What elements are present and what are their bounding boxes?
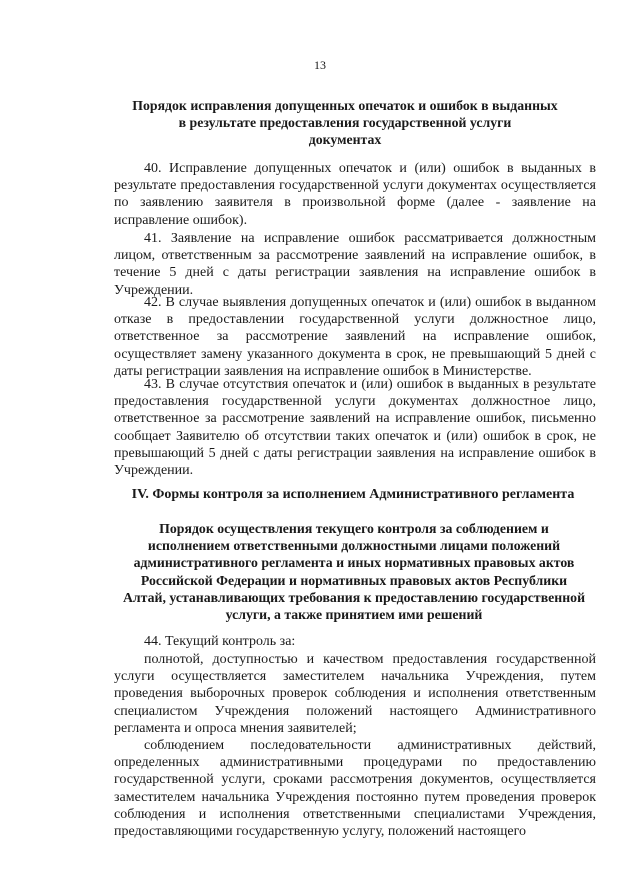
heading-line: Российской Федерации и нормативных правовых актов Республики (140, 572, 568, 588)
paragraph-42: 42. В случае выявления допущенных опечаток и (или) ошибок в выданном отказе в предоставлении государственной услуги должностное лицо, ответственное за рассмотрение заявлений на исправление ошибок, осуществляет замену указанного документа в срок, не превышающий 5 дней с даты регистрации заявления на исправление ошибок в Министерстве. (114, 295, 596, 379)
paragraph-44-item-1: полнотой, доступностью и качеством предоставления государственной услуги осуществляется заместителем начальника Учреждения, путем проведения выборочных проверок соблюдения и исполнения ответственным специалистом Учреждения положений настоящего Административного регламента и опроса мнения заявителей; (114, 652, 596, 736)
heading-line: в результате предоставления государственной услуги (178, 115, 512, 130)
paragraph-44-item-2: соблюдением последовательности административных действий, определенных административными процедурами по предоставлению государственной услуги, сроками рассмотрения документов, осуществляется заместителем начальника Учреждения постоянно путем проведения проверок соблюдения и исполнения ответственными специалистами Учреждения, предоставляющими государственную услугу, положений настоящего (114, 738, 596, 840)
heading-line: Порядок осуществления текущего контроля за соблюдением и (159, 521, 549, 536)
heading-line: Порядок исправления допущенных опечаток и ошибок в выданных (132, 98, 558, 113)
heading-line: исполнением ответственными должностными лицами положений (147, 538, 561, 554)
section-iv-title: IV. Формы контроля за исполнением Административного регламента (131, 487, 575, 502)
heading-line: услуги, а также принятием ими решений (225, 607, 483, 623)
section-heading-corrections (110, 97, 580, 148)
paragraph-43: 43. В случае отсутствия опечаток и (или) ошибок в выданных в результате предоставления государственной услуги документах должностное лицо, ответственное за рассмотрение заявлений на исправление ошибок, письменно сообщает Заявителю об отсутствии таких опечаток и (или) ошибок в срок, не превышающий 5 дней с даты регистрации заявления на исправление ошибок в Учреждении. (114, 377, 596, 479)
heading-line: Алтай, устанавливающих требования к предоставлению государственной (122, 589, 586, 605)
paragraph-41: 41. Заявление на исправление ошибок рассматривается должностным лицом, ответственным за рассмотрение заявлений на исправление ошибок, в течение 5 дней с даты регистрации заявления на исправление ошибок в Учреждении. (114, 231, 596, 298)
paragraph-40: 40. Исправление допущенных опечаток и (или) ошибок в выданных в результате предоставления государственной услуги документах осуществляется по заявлению заявителя в произвольной форме (далее - заявление на исправление ошибок). (114, 161, 596, 228)
section-heading-control (104, 520, 604, 623)
heading-line: административного регламента и иных нормативных правовых актов (133, 555, 575, 571)
page-number: 13 (314, 58, 326, 72)
heading-line: документах (308, 132, 382, 147)
paragraph-44: 44. Текущий контроль за: (144, 634, 296, 649)
